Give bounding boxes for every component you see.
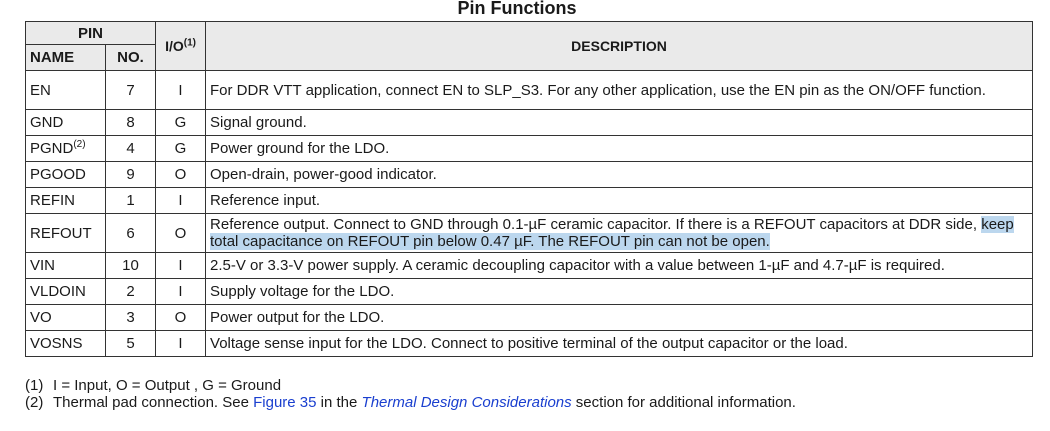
pin-name-footnote-ref[interactable]: (2) bbox=[73, 139, 86, 150]
pin-name: REFIN bbox=[26, 188, 106, 214]
pin-description: Reference input. bbox=[206, 188, 1033, 214]
selected-text-highlight[interactable]: keep total capacitance on REFOUT pin below 0.47 µF. The REFOUT pin can not be open. bbox=[210, 216, 1014, 250]
footnote-text: Thermal pad connection. See bbox=[53, 394, 254, 411]
pin-description: Voltage sense input for the LDO. Connect to positive terminal of the output capacitor or the load. bbox=[206, 331, 1033, 357]
footnote-text: in the bbox=[316, 394, 362, 411]
footnote-1 bbox=[25, 377, 796, 394]
pin-number: 7 bbox=[106, 71, 156, 110]
footnote-number: (1) bbox=[25, 377, 44, 394]
footnote-2 bbox=[25, 394, 796, 411]
header-pin: PIN bbox=[26, 22, 156, 45]
footnote-text: I = Input, O = Output , G = Ground bbox=[53, 377, 282, 394]
table-row bbox=[26, 253, 1033, 279]
header-io: $I/O^{(1)}$ bbox=[156, 22, 206, 71]
pin-io: O bbox=[156, 214, 206, 253]
pin-description: Signal ground. bbox=[206, 110, 1033, 136]
pin-name: VIN bbox=[26, 253, 106, 279]
pin-io: I bbox=[156, 331, 206, 357]
table-row bbox=[26, 279, 1033, 305]
pin-io: G bbox=[156, 136, 206, 162]
pin-number: 6 bbox=[106, 214, 156, 253]
thermal-design-link[interactable]: Thermal Design Considerations bbox=[361, 394, 572, 411]
pin-description: Supply voltage for the LDO. bbox=[206, 279, 1033, 305]
pin-description: Power output for the LDO. bbox=[206, 305, 1033, 331]
header-no: NO. bbox=[106, 45, 156, 71]
header-io-footnote-ref[interactable]: (1) bbox=[183, 37, 196, 49]
pin-name: EN bbox=[26, 71, 106, 110]
pin-io: O bbox=[156, 162, 206, 188]
pin-io: G bbox=[156, 110, 206, 136]
pin-description: Power ground for the LDO. bbox=[206, 136, 1033, 162]
pin-name: VO bbox=[26, 305, 106, 331]
table-row bbox=[26, 162, 1033, 188]
pin-name: VOSNS bbox=[26, 331, 106, 357]
pin-functions-table bbox=[25, 21, 1033, 357]
pin-io: I bbox=[156, 188, 206, 214]
pin-io: I bbox=[156, 71, 206, 110]
pin-number: 3 bbox=[106, 305, 156, 331]
header-name: NAME bbox=[26, 45, 106, 71]
table-row bbox=[26, 136, 1033, 162]
pin-name: PGND$^{(2)}$ bbox=[26, 136, 106, 162]
pin-number: 1 bbox=[106, 188, 156, 214]
header-description: DESCRIPTION bbox=[206, 22, 1033, 71]
pin-number: 8 bbox=[106, 110, 156, 136]
pin-name: VLDOIN bbox=[26, 279, 106, 305]
pin-number: 10 bbox=[106, 253, 156, 279]
figure-35-link[interactable]: Figure 35 bbox=[253, 394, 317, 411]
pin-number: 2 bbox=[106, 279, 156, 305]
pin-name: PGOOD bbox=[26, 162, 106, 188]
table-title: Pin Functions bbox=[457, 0, 577, 18]
pin-name: GND bbox=[26, 110, 106, 136]
table-row bbox=[26, 305, 1033, 331]
pin-io: I bbox=[156, 253, 206, 279]
pin-io: O bbox=[156, 305, 206, 331]
table-row bbox=[26, 71, 1033, 110]
table-row bbox=[26, 188, 1033, 214]
pin-description: 2.5-V or 3.3-V power supply. A ceramic decoupling capacitor with a value between 1-µF and 4.7-µF is required. bbox=[206, 253, 1033, 279]
pin-name: REFOUT bbox=[26, 214, 106, 253]
table-row bbox=[26, 214, 1033, 253]
footnotes bbox=[25, 377, 796, 411]
table-row bbox=[26, 331, 1033, 357]
pin-number: 5 bbox=[106, 331, 156, 357]
pin-description: For DDR VTT application, connect EN to SLP_S3. For any other application, use the EN pin as the ON/OFF function. bbox=[206, 71, 1033, 110]
pin-io: I bbox=[156, 279, 206, 305]
pin-description: Reference output. Connect to GND through 0.1-µF ceramic capacitor. If there is a REFOUT capacitors at DDR side, keep total capacitance on REFOUT pin below 0.47 µF. The REFOUT pin can not be open. bbox=[206, 214, 1033, 253]
table-row bbox=[26, 110, 1033, 136]
pin-number: 4 bbox=[106, 136, 156, 162]
pin-description: Open-drain, power-good indicator. bbox=[206, 162, 1033, 188]
footnote-text: section for additional information. bbox=[571, 394, 796, 411]
footnote-number: (2) bbox=[25, 394, 44, 411]
pin-number: 9 bbox=[106, 162, 156, 188]
